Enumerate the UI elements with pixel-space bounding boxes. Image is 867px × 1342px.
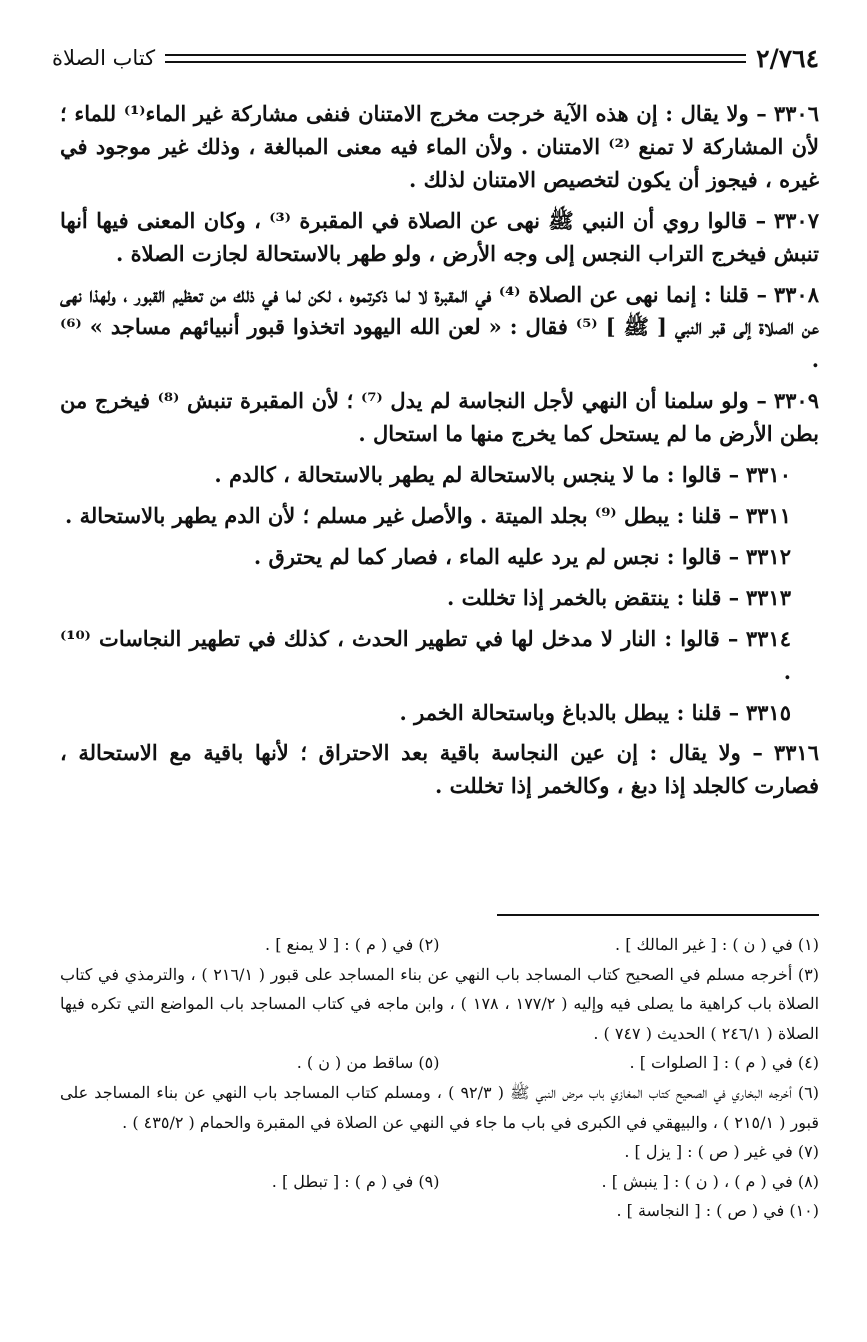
footnote-9: (٩) في ( م ) : [ تبطل ] . — [271, 1171, 440, 1191]
paragraph-text: – قلنا : يبطل ⁽⁹⁾ بجلد الميتة . والأصل غير مسلم ؛ لأن الدم يطهر بالاستحالة . — [64, 502, 740, 528]
footnote-5: (٥) ساقط من ( ن ) . — [296, 1053, 440, 1073]
footnote-4: (٤) في ( م ) : [ الصلوات ] . — [629, 1053, 819, 1073]
footnote-10: (١٠) في ( ص ) : [ النجاسة ] . — [616, 1201, 819, 1221]
footnote-row — [60, 1167, 819, 1197]
paragraph-text: – قلنا : إنما نهى عن الصلاة ⁽⁴⁾ في المقبرة لا لما ذكرتموه ، لكن لما في ذلك من تعظيم القبور ، ولهذا نهى عن الصلاة إلى قبر النبي [ ﷺ ] ⁽⁵⁾ فقال : « لعن الله اليهود اتخذوا قبور أنبيائهم مساجد » ⁽⁶⁾ . — [60, 281, 819, 373]
footnote-3: (٣) أخرجه مسلم في الصحيح كتاب المساجد باب النهي عن بناء المساجد على قبور ( ٢١٦/١ ) ، والترمذي في كتاب الصلاة باب كراهية ما يصلى فيه وإليه ( ١٧٧/٢ ، ١٧٨ ) ، وابن ماجه في كتاب المساجد باب المواضع التي تكره فيها الصلاة ( ٢٤٦/١ ) الحديث ( ٧٤٧ ) . — [60, 964, 820, 1043]
paragraph-number: ٣٣١٣ — [745, 584, 791, 610]
page-header — [52, 38, 819, 78]
paragraph-number: ٣٣١٤ — [745, 625, 791, 651]
paragraph-number: ٣٣١١ — [745, 502, 791, 528]
paragraph-text: – قلنا : يبطل بالدباغ وباستحالة الخمر . — [399, 699, 740, 725]
paragraph-text: – ولو سلمنا أن النهي لأجل النجاسة لم يدل ⁽⁷⁾ ؛ لأن المقبرة تنبش ⁽⁸⁾ فيخرج من بطن الأرض ما لم يستحل كما يخرج منها ما استحال . — [60, 388, 819, 447]
paragraph-text: – قالوا : ما لا ينجس بالاستحالة لم يطهر بالاستحالة ، كالدم . — [214, 462, 740, 488]
paragraph-3307 — [60, 205, 819, 271]
paragraph-3312 — [60, 541, 819, 574]
paragraph-3309 — [60, 385, 819, 451]
footnote-6: (٦) أخرجه البخاري في الصحيح كتاب المغازي باب مرض النبي ﷺ ( ٩٢/٣ ) ، ومسلم كتاب المساجد باب النهي عن بناء المساجد على قبور ( ٢١٥/١ ) ، والبيهقي في الكبرى في باب ما جاء في النهي عن الصلاة في المقبرة والحمام ( ٤٣٥/٢ ) . — [60, 1082, 820, 1132]
main-text — [60, 98, 819, 811]
footnote-7: (٧) في غير ( ص ) : [ يزل ] . — [624, 1142, 819, 1162]
paragraph-text: – ولا يقال : إن عين النجاسة باقية بعد الاحتراق ؛ لأنها باقية مع الاستحالة ، فصارت كالجلد إذا دبغ ، وكالخمر إذا تخللت . — [60, 740, 819, 799]
paragraph-number: ٣٣٠٧ — [773, 207, 819, 233]
paragraph-number: ٣٣١٦ — [773, 740, 819, 766]
paragraph-text: – قالوا : النار لا مدخل لها في تطهير الحدث ، كذلك في تطهير النجاسات ⁽¹⁰⁾ . — [60, 625, 791, 684]
paragraph-number: ٣٣٠٦ — [773, 101, 819, 126]
paragraph-text: – قالوا : نجس لم يرد عليه الماء ، فصار كما لم يحترق . — [253, 543, 740, 569]
paragraph-3315 — [60, 697, 819, 730]
footnote-row — [60, 1137, 819, 1167]
footnote-row — [60, 1048, 819, 1078]
footnote-1: (١) في ( ن ) : [ غير المالك ] . — [615, 935, 819, 954]
footnote-separator — [497, 914, 819, 916]
header-rule — [165, 54, 746, 63]
paragraph-number: ٣٣١٠ — [745, 462, 791, 488]
paragraph-number: ٣٣٠٩ — [773, 388, 819, 414]
paragraph-3310 — [60, 459, 819, 492]
paragraph-text: – ولا يقال : إن هذه الآية خرجت مخرج الامتنان فنفى مشاركة غير الماء⁽¹⁾ للماء ؛ لأن المشاركة لا تمنع ⁽²⁾ الامتنان . ولأن الماء فيه معنى المبالغة ، وذلك غير موجود في غيره ، فيجوز أن يكون لتخصيص الامتنان لذلك . — [60, 101, 819, 192]
footnote-2: (٢) في ( م ) : [ لا يمنع ] . — [265, 935, 440, 954]
paragraph-3313 — [60, 582, 819, 615]
paragraph-text: – قلنا : ينتقض بالخمر إذا تخللت . — [446, 584, 740, 610]
paragraph-3306 — [60, 98, 819, 197]
running-title: كتاب الصلاة — [52, 46, 156, 70]
paragraph-3316 — [60, 737, 819, 803]
paragraph-3308 — [60, 279, 819, 378]
paragraph-number: ٣٣١٢ — [745, 543, 791, 569]
paragraph-number: ٣٣١٥ — [745, 699, 791, 725]
paragraph-text: – قالوا روي أن النبي ﷺ نهى عن الصلاة في المقبرة ⁽³⁾ ، وكان المعنى فيها أنها تنبش فيخرج التراب النجس إلى وجه الأرض ، ولو طهر بالاستحالة لجازت الصلاة . — [60, 207, 819, 266]
paragraph-3314 — [60, 623, 819, 689]
footnote-row — [60, 930, 819, 960]
page-number: ٢/٧٦٤ — [756, 43, 819, 73]
footnotes — [60, 930, 819, 1226]
paragraph-number: ٣٣٠٨ — [773, 281, 819, 307]
paragraph-3311 — [60, 500, 819, 533]
footnote-8: (٨) في ( م ) ، ( ن ) : [ ينبش ] . — [601, 1171, 819, 1191]
